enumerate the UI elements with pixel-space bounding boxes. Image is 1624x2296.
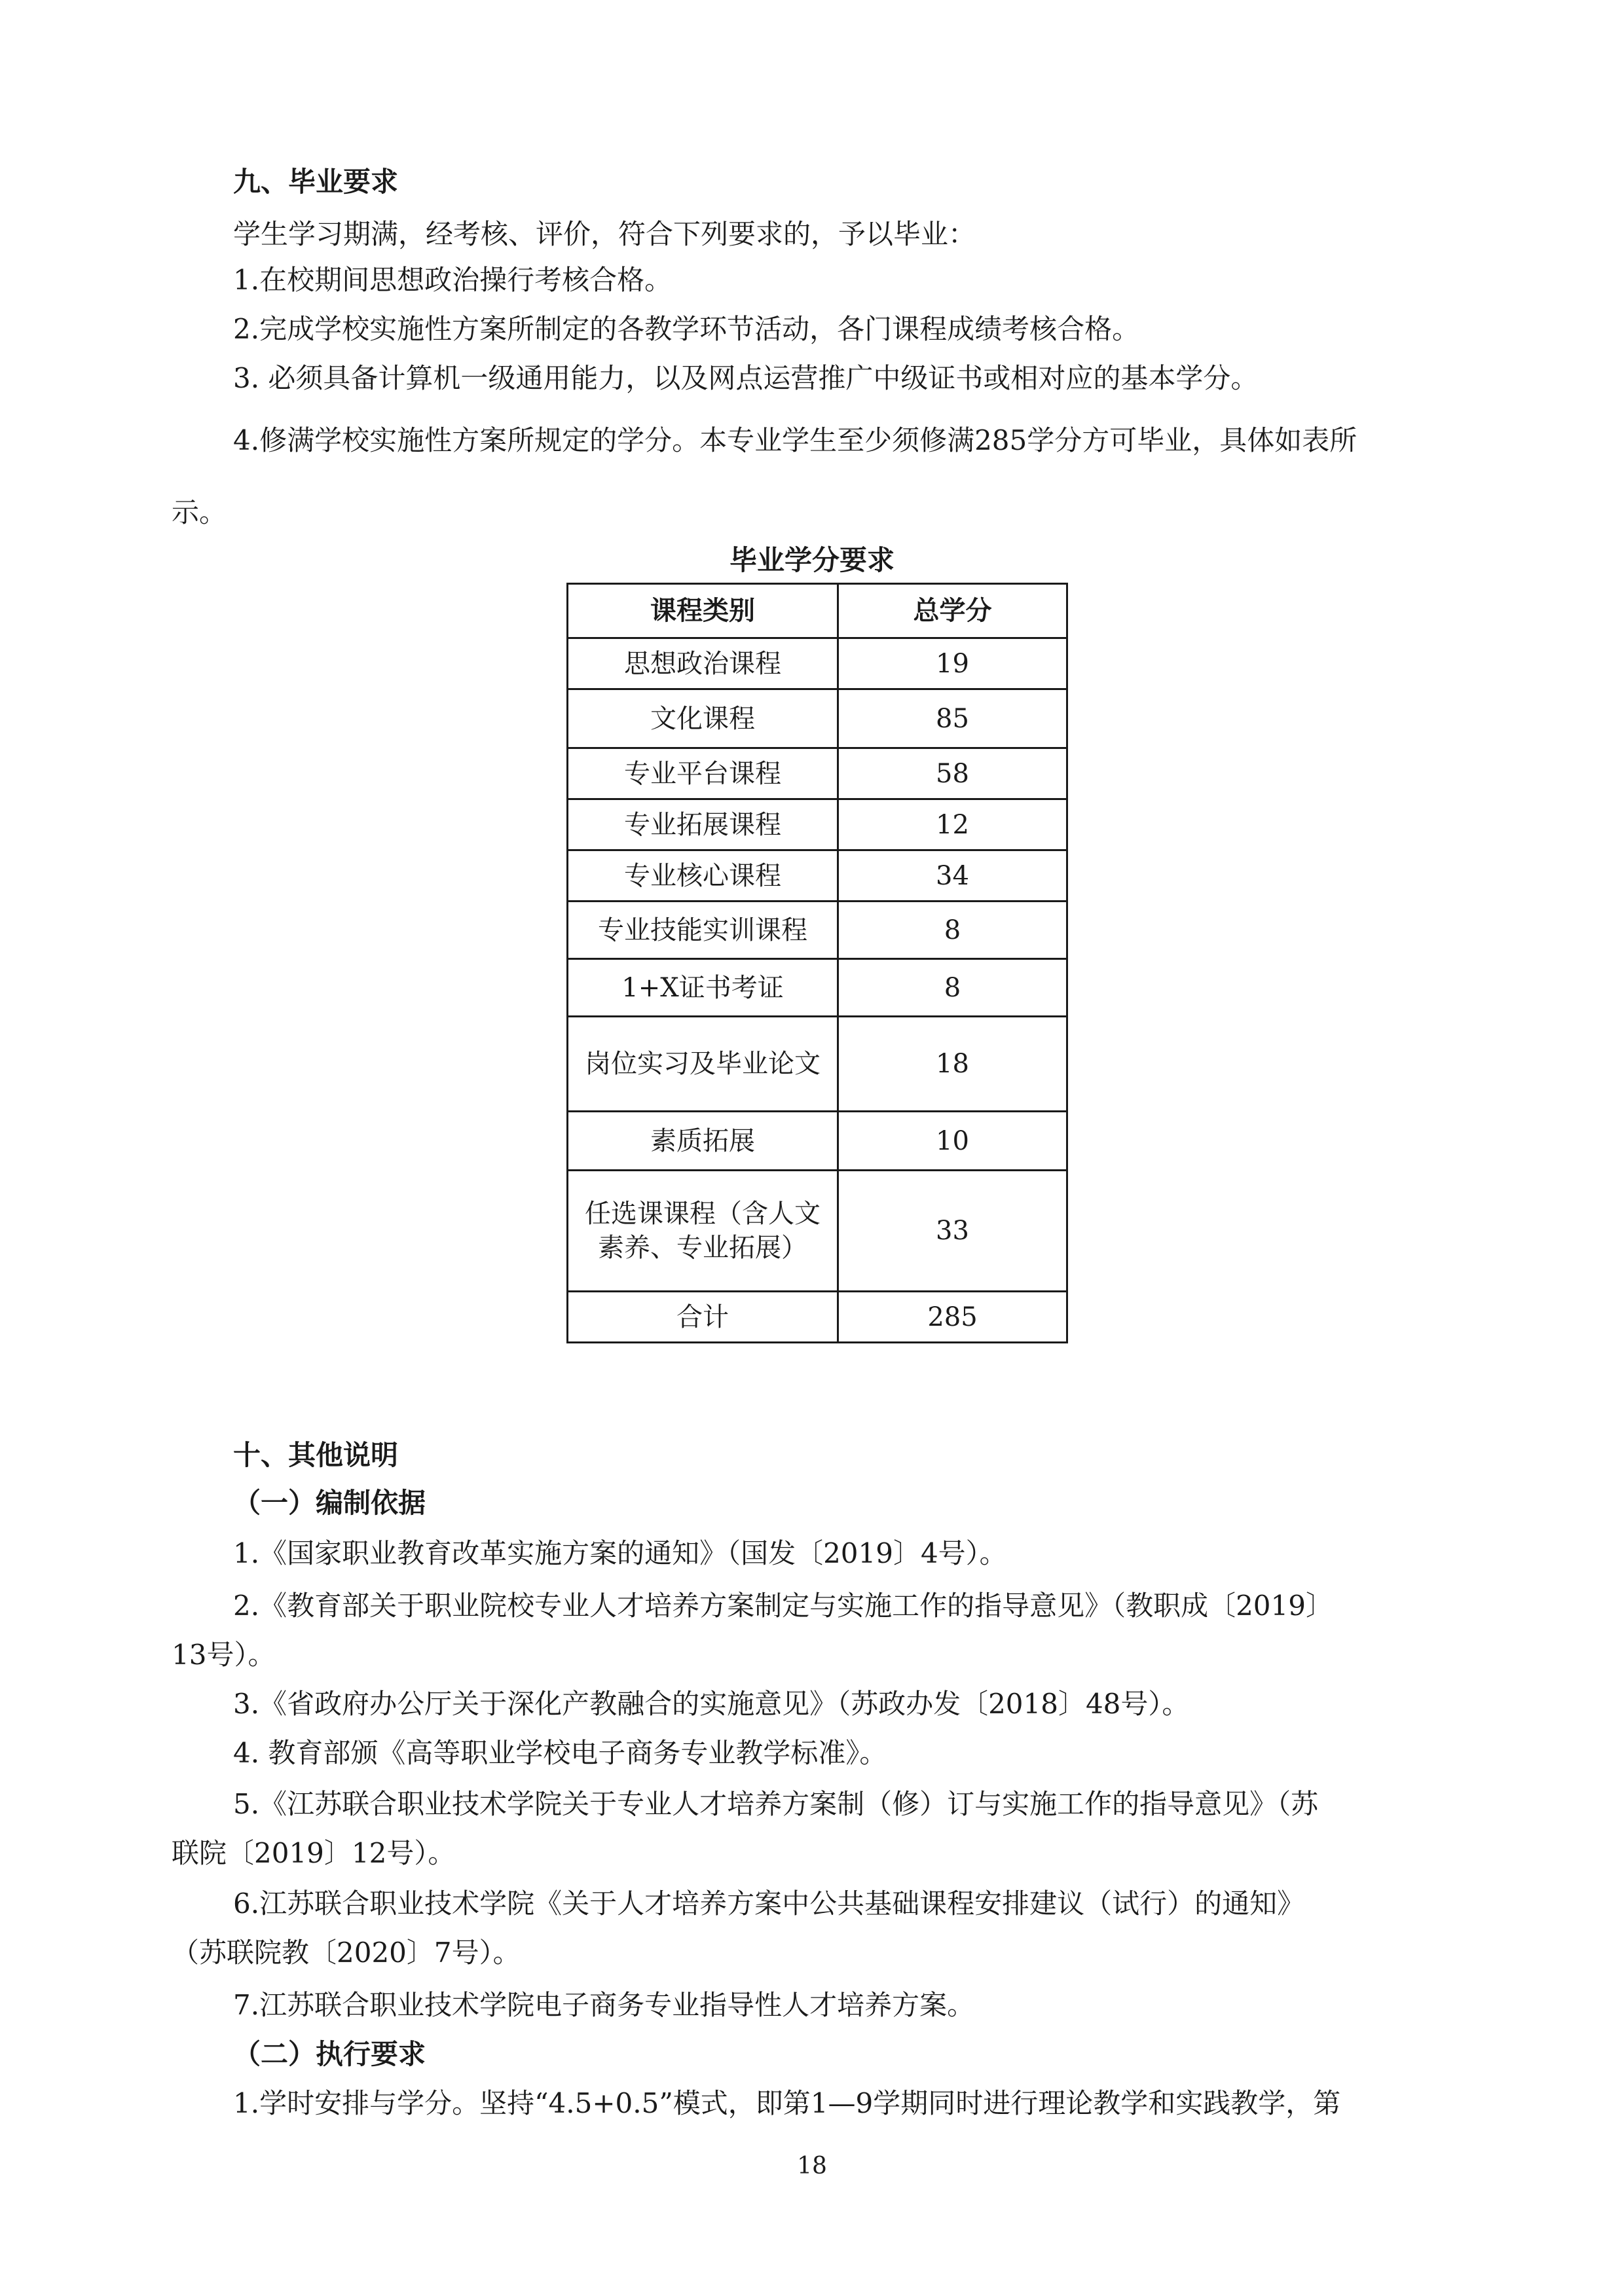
basis-item-2: 2.《教育部关于职业院校专业人才培养方案制定与实施工作的指导意见》（教职成〔2019〕 <box>233 1590 1333 1622</box>
row-credits: 12 <box>838 799 1067 850</box>
total-label: 合计 <box>568 1292 838 1343</box>
row-category: 文化课程 <box>568 689 838 748</box>
section10-title: 十、其他说明 <box>233 1439 399 1471</box>
table-row <box>568 638 1067 689</box>
row-category: 专业拓展课程 <box>568 799 838 850</box>
table-row <box>568 902 1067 959</box>
basis-item-5: 5.《江苏联合职业技术学院关于专业人才培养方案制（修）订与实施工作的指导意见》（苏 <box>233 1788 1319 1820</box>
table-caption: 毕业学分要求 <box>729 544 895 576</box>
row-credits: 10 <box>838 1112 1067 1171</box>
basis-item-6: 6.江苏联合职业技术学院《关于人才培养方案中公共基础课程安排建议（试行）的通知》 <box>233 1887 1305 1920</box>
section9-item-1: 1.在校期间思想政治操行考核合格。 <box>233 264 673 296</box>
header-credits: 总学分 <box>838 584 1067 638</box>
requirements-item-1: 1.学时安排与学分。坚持“4.5+0.5”模式，即第1—9学期同时进行理论教学和实践教学，第 <box>233 2087 1341 2119</box>
row-credits: 8 <box>838 959 1067 1017</box>
table-total-row <box>568 1292 1067 1343</box>
section9-item-4: 4.修满学校实施性方案所规定的学分。本专业学生至少须修满285学分方可毕业，具体如表所 <box>233 424 1357 456</box>
row-category: 专业平台课程 <box>568 748 838 799</box>
row-category: 1+X证书考证 <box>568 959 838 1017</box>
row-category: 专业技能实训课程 <box>568 902 838 959</box>
basis-item-6-cont: （苏联院教〔2020〕7号）。 <box>172 1937 521 1969</box>
basis-item-2-cont: 13号）。 <box>172 1639 276 1671</box>
basis-item-4: 4. 教育部颁《高等职业学校电子商务专业教学标准》。 <box>233 1737 887 1769</box>
row-credits: 18 <box>838 1017 1067 1112</box>
row-credits: 33 <box>838 1171 1067 1292</box>
table-row <box>568 1017 1067 1112</box>
header-category: 课程类别 <box>568 584 838 638</box>
basis-item-5-cont: 联院〔2019〕12号）。 <box>172 1837 456 1869</box>
table-row <box>568 1171 1067 1292</box>
table-header-row <box>568 584 1067 638</box>
table-row <box>568 959 1067 1017</box>
row-category: 素质拓展 <box>568 1112 838 1171</box>
row-category: 专业核心课程 <box>568 850 838 902</box>
table-row <box>568 689 1067 748</box>
section9-intro: 学生学习期满，经考核、评价，符合下列要求的，予以毕业： <box>233 218 976 250</box>
row-credits: 8 <box>838 902 1067 959</box>
table-row <box>568 748 1067 799</box>
section9-item-3: 3. 必须具备计算机一级通用能力，以及网点运营推广中级证书或相对应的基本学分。 <box>233 362 1259 394</box>
subsection-basis-title: （一）编制依据 <box>233 1487 426 1519</box>
row-category: 思想政治课程 <box>568 638 838 689</box>
table-row <box>568 799 1067 850</box>
basis-item-3: 3.《省政府办公厅关于深化产教融合的实施意见》（苏政办发〔2018〕48号）。 <box>233 1688 1190 1720</box>
row-category: 任选课课程（含人文素养、专业拓展） <box>568 1171 838 1292</box>
section9-title: 九、毕业要求 <box>233 166 399 198</box>
section9-item-2: 2.完成学校实施性方案所制定的各教学环节活动，各门课程成绩考核合格。 <box>233 313 1140 345</box>
section9-item-4-cont: 示。 <box>172 496 227 528</box>
row-credits: 58 <box>838 748 1067 799</box>
table-row <box>568 850 1067 902</box>
row-credits: 85 <box>838 689 1067 748</box>
row-category: 岗位实习及毕业论文 <box>568 1017 838 1112</box>
total-credits: 285 <box>838 1292 1067 1343</box>
table-row <box>568 1112 1067 1171</box>
basis-item-1: 1.《国家职业教育改革实施方案的通知》（国发〔2019〕4号）。 <box>233 1537 1007 1569</box>
row-credits: 19 <box>838 638 1067 689</box>
basis-item-7: 7.江苏联合职业技术学院电子商务专业指导性人才培养方案。 <box>233 1989 975 2021</box>
row-credits: 34 <box>838 850 1067 902</box>
subsection-requirements-title: （二）执行要求 <box>233 2038 426 2070</box>
credits-table <box>566 583 1068 1343</box>
page-number: 18 <box>797 2153 827 2179</box>
